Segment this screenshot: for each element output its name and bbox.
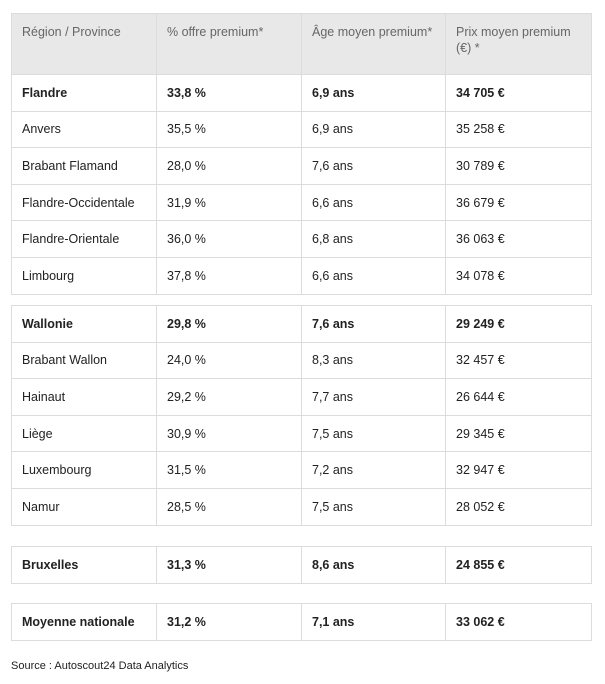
table-row	[12, 221, 592, 258]
cell-premium-share: 31,2 %	[157, 604, 302, 641]
table-row-summary	[12, 306, 592, 343]
cell-average-age: 7,5 ans	[302, 488, 446, 525]
cell-premium-share: 31,3 %	[157, 547, 302, 584]
cell-average-age: 6,6 ans	[302, 184, 446, 221]
cell-average-age: 6,6 ans	[302, 257, 446, 294]
cell-average-price: 29 249 €	[446, 306, 592, 343]
cell-average-age: 7,6 ans	[302, 148, 446, 185]
cell-region: Bruxelles	[12, 547, 157, 584]
cell-premium-share: 35,5 %	[157, 111, 302, 148]
cell-region: Brabant Wallon	[12, 342, 157, 379]
cell-premium-share: 31,9 %	[157, 184, 302, 221]
cell-average-age: 7,2 ans	[302, 452, 446, 489]
header-average-price: Prix moyen premium (€) *	[446, 14, 592, 75]
cell-average-age: 8,3 ans	[302, 342, 446, 379]
cell-average-age: 7,7 ans	[302, 379, 446, 416]
table-row-summary	[12, 75, 592, 112]
cell-region: Anvers	[12, 111, 157, 148]
cell-region: Hainaut	[12, 379, 157, 416]
table-row	[12, 379, 592, 416]
cell-premium-share: 28,5 %	[157, 488, 302, 525]
cell-average-age: 6,9 ans	[302, 75, 446, 112]
table-row	[12, 452, 592, 489]
table-bruxelles	[11, 546, 592, 584]
table-row	[12, 415, 592, 452]
cell-region: Limbourg	[12, 257, 157, 294]
cell-premium-share: 33,8 %	[157, 75, 302, 112]
cell-region: Flandre-Occidentale	[12, 184, 157, 221]
table-row	[12, 184, 592, 221]
cell-premium-share: 30,9 %	[157, 415, 302, 452]
cell-premium-share: 36,0 %	[157, 221, 302, 258]
cell-region: Brabant Flamand	[12, 148, 157, 185]
cell-region: Liège	[12, 415, 157, 452]
source-note: Source : Autoscout24 Data Analytics	[11, 660, 189, 672]
cell-premium-share: 29,8 %	[157, 306, 302, 343]
cell-region: Flandre	[12, 75, 157, 112]
header-region: Région / Province	[12, 14, 157, 75]
cell-premium-share: 29,2 %	[157, 379, 302, 416]
cell-average-price: 34 078 €	[446, 257, 592, 294]
cell-average-price: 36 679 €	[446, 184, 592, 221]
table-row	[12, 257, 592, 294]
cell-region: Wallonie	[12, 306, 157, 343]
table-row-summary	[12, 547, 592, 584]
cell-average-age: 6,9 ans	[302, 111, 446, 148]
table-header-row	[12, 14, 592, 75]
cell-average-age: 7,1 ans	[302, 604, 446, 641]
cell-average-price: 32 947 €	[446, 452, 592, 489]
cell-average-price: 35 258 €	[446, 111, 592, 148]
cell-average-price: 30 789 €	[446, 148, 592, 185]
cell-region: Namur	[12, 488, 157, 525]
cell-average-age: 7,6 ans	[302, 306, 446, 343]
cell-premium-share: 31,5 %	[157, 452, 302, 489]
cell-region: Moyenne nationale	[12, 604, 157, 641]
cell-region: Flandre-Orientale	[12, 221, 157, 258]
cell-average-age: 6,8 ans	[302, 221, 446, 258]
table-national-average	[11, 603, 592, 641]
cell-average-age: 7,5 ans	[302, 415, 446, 452]
table-row	[12, 111, 592, 148]
cell-average-price: 28 052 €	[446, 488, 592, 525]
cell-average-price: 24 855 €	[446, 547, 592, 584]
cell-average-price: 36 063 €	[446, 221, 592, 258]
cell-premium-share: 37,8 %	[157, 257, 302, 294]
header-average-age: Âge moyen premium*	[302, 14, 446, 75]
header-premium-share: % offre premium*	[157, 14, 302, 75]
cell-average-price: 32 457 €	[446, 342, 592, 379]
table-row-summary	[12, 604, 592, 641]
cell-premium-share: 24,0 %	[157, 342, 302, 379]
cell-average-age: 8,6 ans	[302, 547, 446, 584]
table-row	[12, 148, 592, 185]
table-flandre	[11, 13, 592, 295]
cell-average-price: 33 062 €	[446, 604, 592, 641]
cell-average-price: 34 705 €	[446, 75, 592, 112]
table-row	[12, 342, 592, 379]
table-wallonie	[11, 305, 592, 526]
cell-average-price: 26 644 €	[446, 379, 592, 416]
cell-region: Luxembourg	[12, 452, 157, 489]
cell-premium-share: 28,0 %	[157, 148, 302, 185]
cell-average-price: 29 345 €	[446, 415, 592, 452]
table-row	[12, 488, 592, 525]
